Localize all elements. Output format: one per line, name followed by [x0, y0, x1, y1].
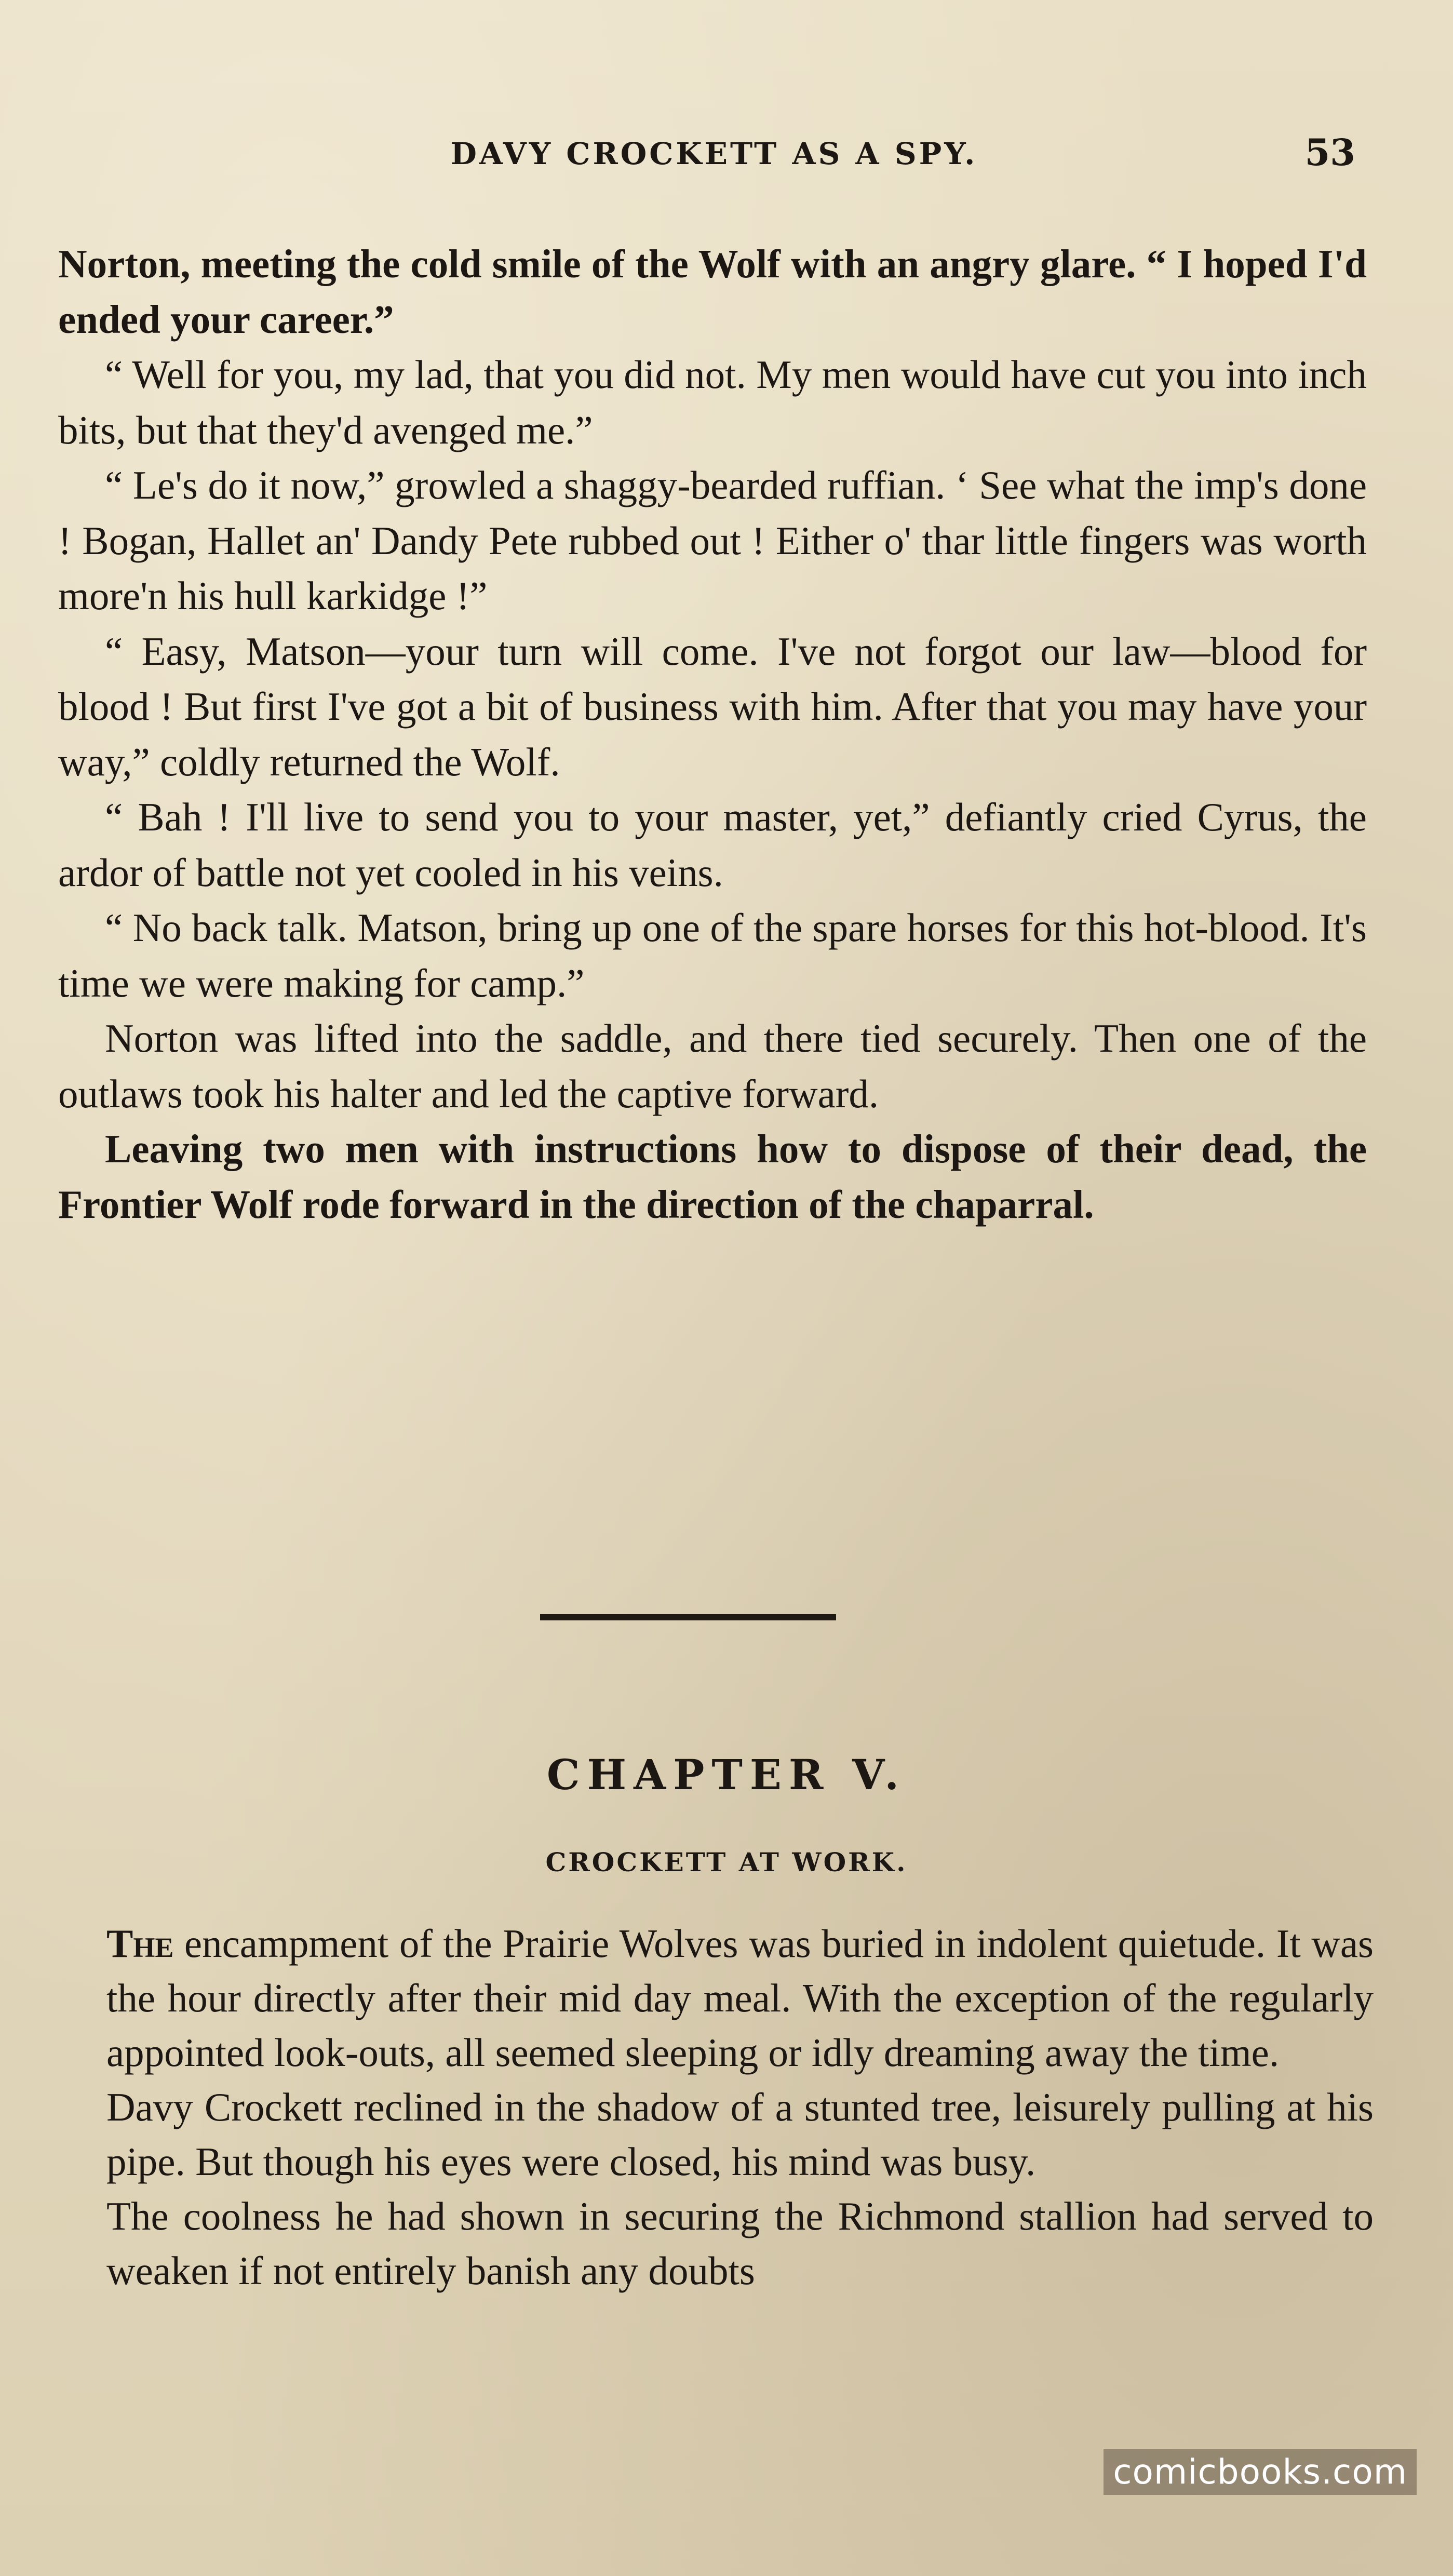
- paragraph: Davy Crockett reclined in the shadow of a stunted tree, leisurely pulling at his pipe. But though his eyes were closed, his mind was busy.: [106, 2085, 1374, 2184]
- paragraph: The coolness he had shown in securing the Richmond stallion had served to weaken if not entirely banish any doubts: [106, 2194, 1374, 2293]
- paragraph: [106, 1916, 1374, 2080]
- paragraph: Leaving two men with instructions how to dispose of their dead, the Frontier Wolf rode forward in the direction of the chaparral.: [58, 1126, 1367, 1227]
- lead-word: The: [106, 1921, 174, 1966]
- paragraph: “ No back talk. Matson, bring up one of the spare horses for this hot-blood. It's time we were making for camp.”: [58, 905, 1367, 1005]
- body-text-section-2: [106, 1916, 1374, 2298]
- chapter-subtitle: CROCKETT AT WORK.: [545, 1847, 908, 1877]
- paragraph: Norton was lifted into the saddle, and there tied securely. Then one of the outlaws took his halter and led the captive forward.: [58, 1016, 1367, 1116]
- paragraph: “ Well for you, my lad, that you did not. My men would have cut you into inch bits, but that they'd avenged me.”: [58, 352, 1367, 452]
- watermark: comicbooks.com: [1104, 2449, 1417, 2495]
- body-text-section-1: [58, 236, 1367, 1232]
- paragraph: “ Easy, Matson—your turn will come. I've not forgot our law—blood for blood ! But first I've got a bit of business with him. After that you may have your way,” coldly returned the Wolf.: [58, 628, 1367, 784]
- paragraph: “ Bah ! I'll live to send you to your master, yet,” defiantly cried Cyrus, the ardor of battle not yet cooled in his veins.: [58, 795, 1367, 895]
- section-divider-rule: [540, 1614, 836, 1620]
- running-title: DAVY CROCKETT AS A SPY.: [450, 136, 978, 171]
- paragraph: “ Le's do it now,” growled a shaggy-bearded ruffian. ‘ See what the imp's done ! Bogan, Hallet an' Dandy Pete rubbed out ! Either o' thar little fingers was worth more'n his hull karkidge !”: [58, 463, 1367, 618]
- page-number: 53: [1304, 131, 1355, 174]
- page-header: [57, 131, 1371, 183]
- paragraph-text: encampment of the Prairie Wolves was buried in indolent quietude. It was the hour directly after their mid day meal. With the exception of the regularly appointed look-outs, all seemed sleeping or idly dreaming away the time.: [106, 1921, 1374, 2075]
- chapter-heading: CHAPTER V.: [546, 1750, 907, 1799]
- paragraph: Norton, meeting the cold smile of the Wolf with an angry glare. “ I hoped I'd ended your career.”: [58, 242, 1367, 342]
